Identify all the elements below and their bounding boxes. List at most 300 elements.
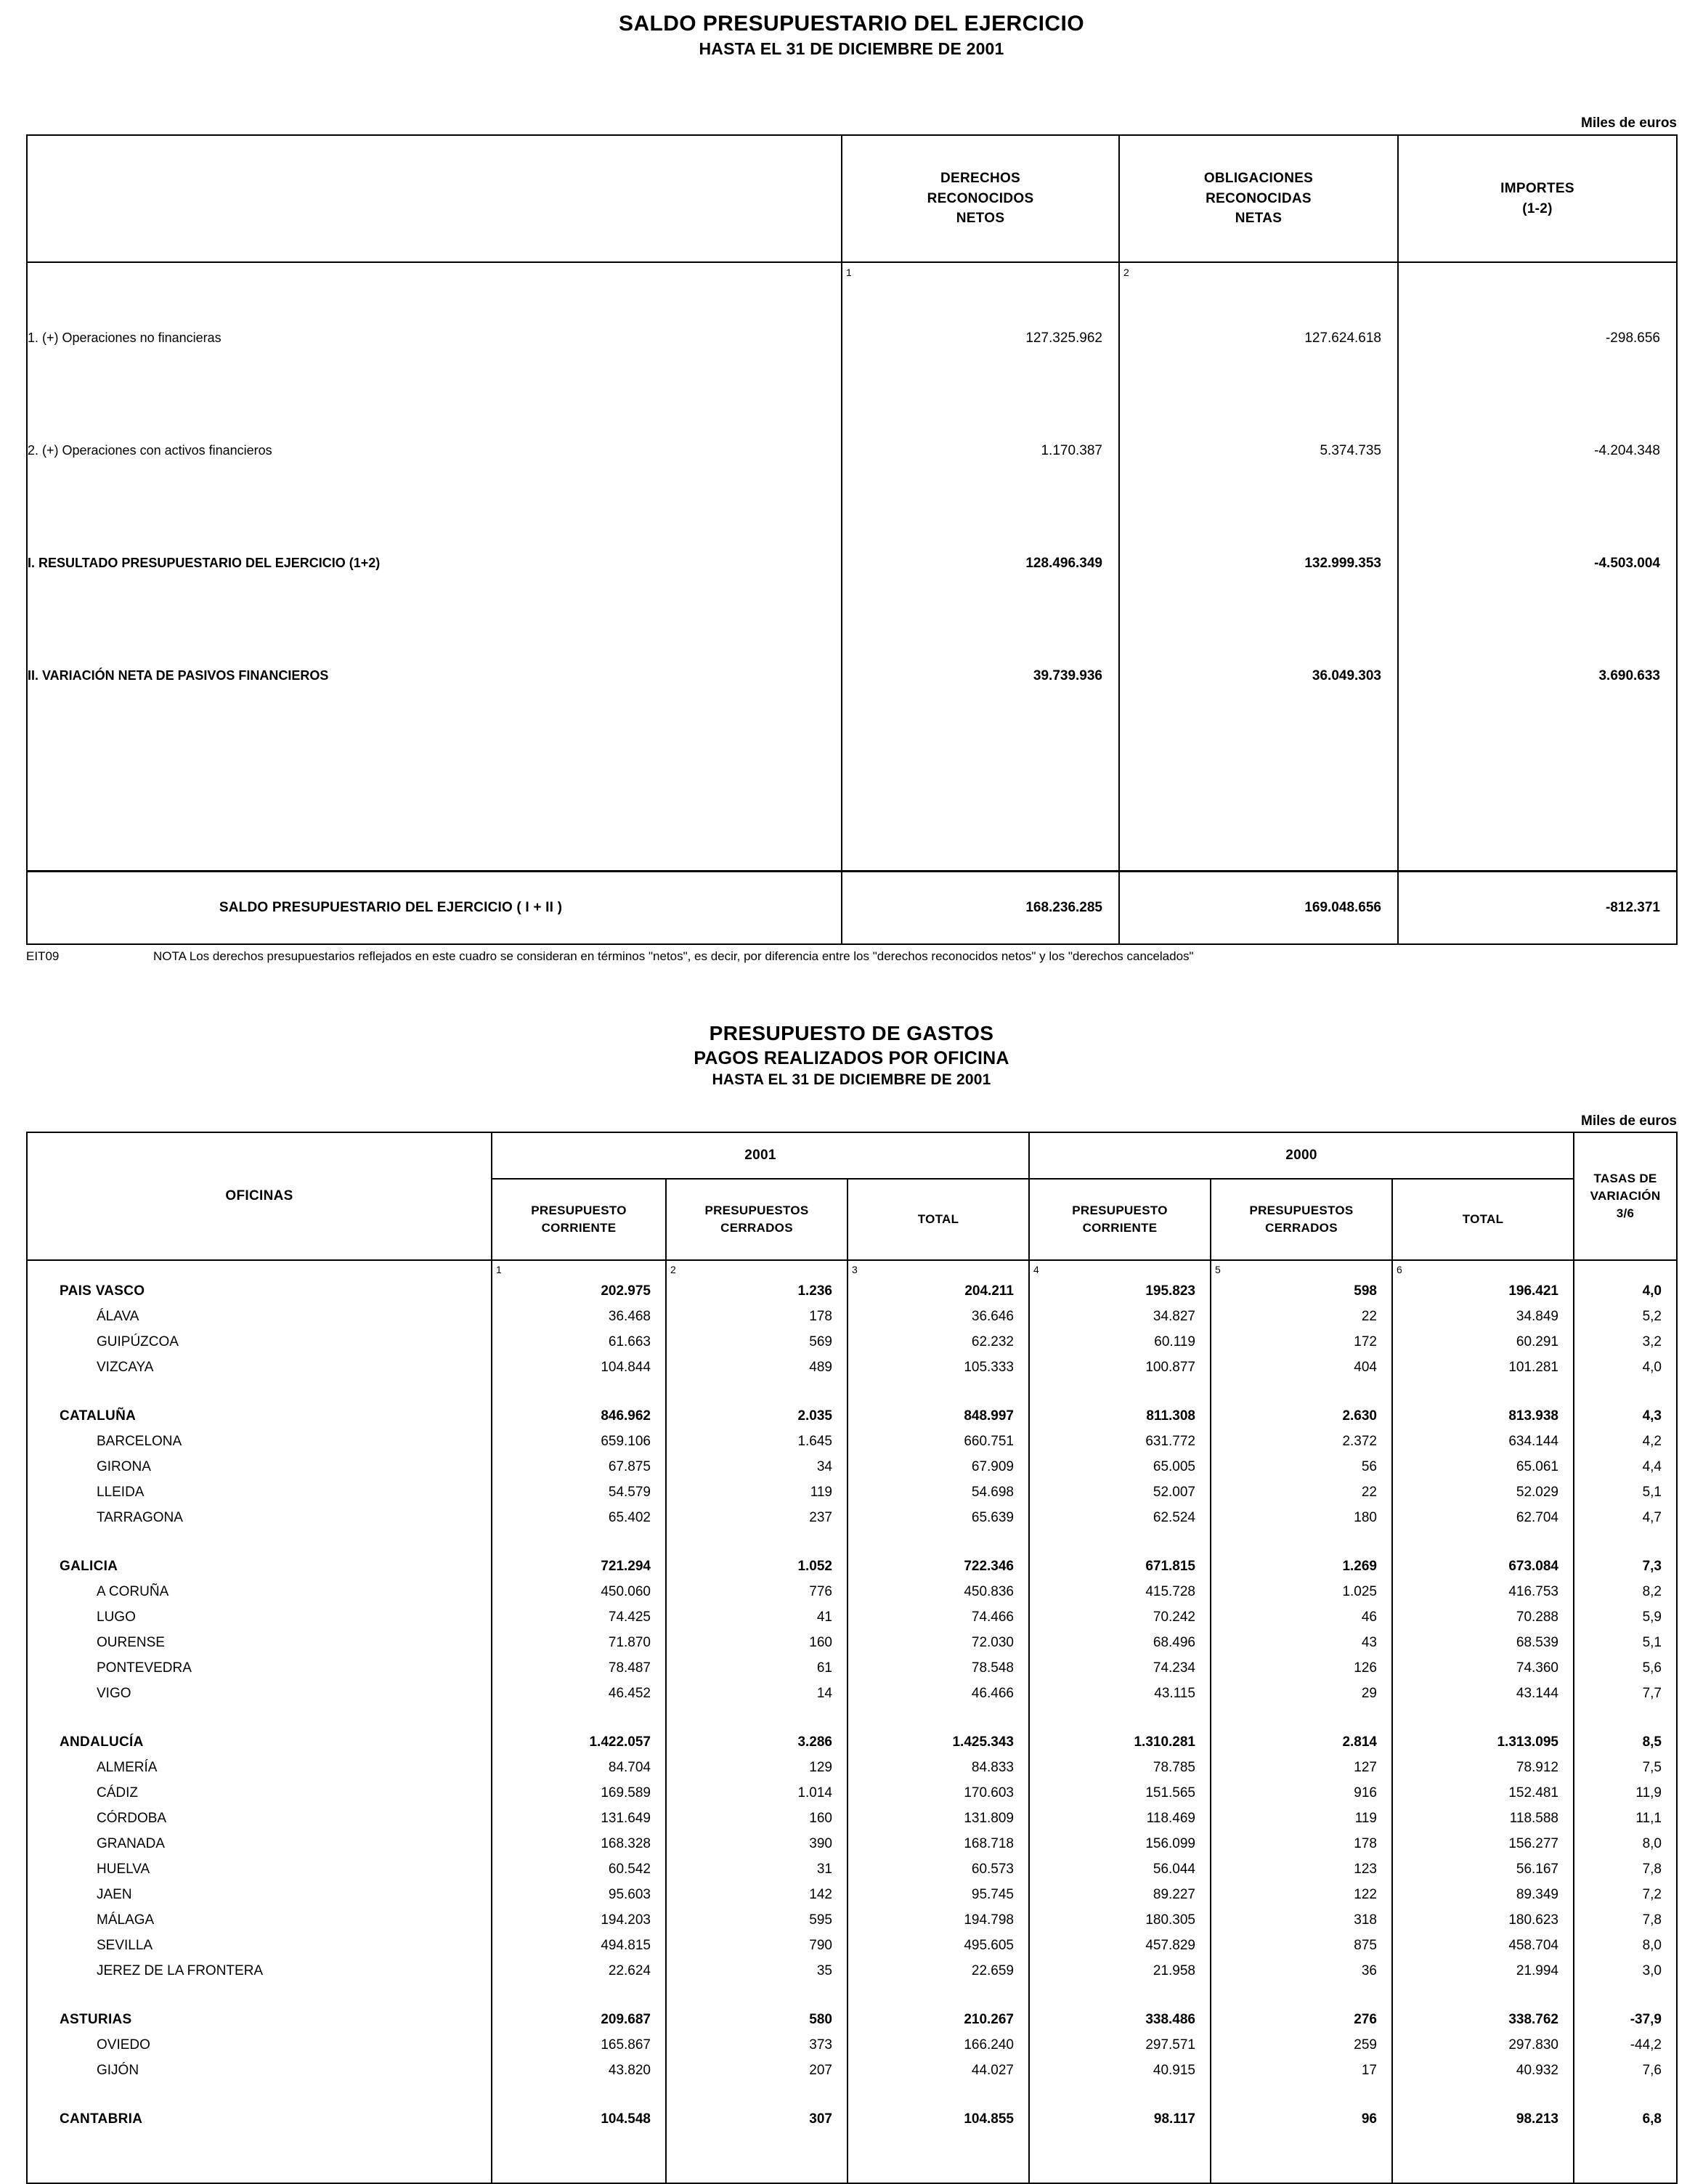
spacer-cell — [27, 1530, 492, 1554]
cell-3: 210.267 — [848, 2007, 1029, 2032]
cell-2: 142 — [666, 1882, 848, 1907]
spacer-cell — [1392, 1530, 1574, 1554]
table-row-office — [27, 1505, 1677, 1530]
cell-3: 65.639 — [848, 1505, 1029, 1530]
table-row-region — [27, 2007, 1677, 2032]
spacer-cell — [1211, 1984, 1392, 2007]
cell-4: 62.524 — [1029, 1505, 1211, 1530]
spacer-cell — [492, 2132, 666, 2183]
office-name: GRANADA — [97, 1835, 165, 1851]
spacer-cell — [848, 1380, 1029, 1403]
cell-5: 180 — [1211, 1505, 1392, 1530]
cell-5: 56 — [1211, 1454, 1392, 1479]
region-name: CANTABRIA — [60, 2111, 143, 2127]
cell-7: 3,2 — [1574, 1329, 1677, 1355]
cell-2: 237 — [666, 1505, 848, 1530]
cell-1: 95.603 — [492, 1882, 666, 1907]
table-row-office — [27, 1604, 1677, 1630]
cell-4: 338.486 — [1029, 2007, 1211, 2032]
table-row-office — [27, 1933, 1677, 1958]
cell-4: 195.823 — [1029, 1278, 1211, 1304]
table-row-office — [27, 1630, 1677, 1655]
office-name: ALMERÍA — [97, 1759, 158, 1775]
table-row-office — [27, 1479, 1677, 1505]
header-line-2: (1-2) — [1522, 200, 1553, 216]
total-value-obligaciones: 169.048.656 — [1119, 872, 1398, 945]
office-name: GIJÓN — [97, 2062, 139, 2078]
cell-6: 74.360 — [1392, 1655, 1574, 1681]
cell-4: 156.099 — [1029, 1831, 1211, 1856]
table1-header-obligaciones — [1119, 135, 1398, 262]
spacer-cell — [492, 1984, 666, 2007]
total-label: SALDO PRESUPUESTARIO DEL EJERCICIO ( I + II ) — [27, 872, 842, 945]
table-row-office — [27, 1655, 1677, 1681]
cell-5: 2.630 — [1211, 1403, 1392, 1429]
cell-6: 40.932 — [1392, 2058, 1574, 2083]
cell-2: 580 — [666, 2007, 848, 2032]
cell-2: 790 — [666, 1933, 848, 1958]
spacer-cell — [666, 1380, 848, 1403]
spacer-cell — [1211, 1706, 1392, 1729]
cell-6: 21.994 — [1392, 1958, 1574, 1984]
colnum-5: 5 — [1211, 1260, 1392, 1278]
cell-7: 7,3 — [1574, 1554, 1677, 1579]
cell-6: 78.912 — [1392, 1755, 1574, 1780]
spacer-cell — [1211, 2132, 1392, 2183]
cell-4: 811.308 — [1029, 1403, 1211, 1429]
cell-3: 204.211 — [848, 1278, 1029, 1304]
office-name: LUGO — [97, 1609, 136, 1625]
spacer-cell — [666, 2083, 848, 2106]
cell-5: 29 — [1211, 1681, 1392, 1706]
report1-units-label: Miles de euros — [1581, 115, 1677, 131]
cell-4: 151.565 — [1029, 1780, 1211, 1806]
cell-2: 1.052 — [666, 1554, 848, 1579]
table-row-office — [27, 1831, 1677, 1856]
cell-2: 61 — [666, 1655, 848, 1681]
cell-3: 44.027 — [848, 2058, 1029, 2083]
cell-7: -44,2 — [1574, 2032, 1677, 2058]
cell-7: 7,8 — [1574, 1907, 1677, 1933]
row-value-obligaciones: 132.999.353 — [1119, 507, 1398, 620]
cell-1: 104.844 — [492, 1355, 666, 1380]
cell-7: 11,9 — [1574, 1780, 1677, 1806]
cell-3: 22.659 — [848, 1958, 1029, 1984]
header-line-1: DERECHOS — [940, 171, 1021, 187]
office-name: GIRONA — [97, 1458, 151, 1474]
spacer-cell — [848, 1984, 1029, 2007]
cell-5: 1.269 — [1211, 1554, 1392, 1579]
row-value-importes: -298.656 — [1398, 282, 1677, 394]
report1-subtitle: HASTA EL 31 DE DICIEMBRE DE 2001 — [699, 39, 1004, 58]
spacer-cell — [27, 2132, 492, 2183]
cell-1: 43.820 — [492, 2058, 666, 2083]
table2-header-tasas — [1574, 1132, 1677, 1260]
table-row-office — [27, 1907, 1677, 1933]
row-value-obligaciones: 5.374.735 — [1119, 394, 1398, 507]
group-spacer — [27, 1984, 1677, 2007]
table2-header-2001: 2001 — [492, 1132, 1029, 1179]
table2-body — [27, 1278, 1677, 2132]
header-line-1: IMPORTES — [1500, 180, 1574, 196]
table-row-office — [27, 1856, 1677, 1882]
cell-2: 569 — [666, 1329, 848, 1355]
office-name: VIZCAYA — [97, 1359, 154, 1375]
office-name: A CORUÑA — [97, 1583, 169, 1599]
cell-2: 1.645 — [666, 1429, 848, 1454]
spacer-cell — [848, 2083, 1029, 2106]
cell-2: 1.236 — [666, 1278, 848, 1304]
cell-5: 46 — [1211, 1604, 1392, 1630]
table2-header-2000-cerrados — [1211, 1179, 1392, 1260]
cell-1: 846.962 — [492, 1403, 666, 1429]
cell-4: 34.827 — [1029, 1304, 1211, 1329]
office-name: LLEIDA — [97, 1484, 145, 1500]
group-spacer — [27, 1530, 1677, 1554]
region-name: GALICIA — [60, 1558, 118, 1574]
cell-7: 5,6 — [1574, 1655, 1677, 1681]
header-line-2: RECONOCIDOS — [927, 190, 1034, 206]
cell-1: 71.870 — [492, 1630, 666, 1655]
cell-4: 180.305 — [1029, 1907, 1211, 1933]
row-label: I. RESULTADO PRESUPUESTARIO DEL EJERCICIO (1+2) — [28, 556, 381, 570]
row-value-importes: -4.204.348 — [1398, 394, 1677, 507]
cell-6: 180.623 — [1392, 1907, 1574, 1933]
cell-1: 209.687 — [492, 2007, 666, 2032]
table1-header-empty — [27, 135, 842, 262]
report2-title-block — [0, 1022, 1703, 1089]
cell-3: 194.798 — [848, 1907, 1029, 1933]
cell-6: 101.281 — [1392, 1355, 1574, 1380]
cell-5: 36 — [1211, 1958, 1392, 1984]
spacer-cell — [666, 2132, 848, 2183]
cell-4: 78.785 — [1029, 1755, 1211, 1780]
spacer-cell — [492, 1530, 666, 1554]
header-line-2: VARIACIÓN — [1590, 1189, 1661, 1203]
cell-1: 46.452 — [492, 1681, 666, 1706]
total-value-importes: -812.371 — [1398, 872, 1677, 945]
table2-header-year-row — [27, 1132, 1677, 1179]
cell-2: 129 — [666, 1755, 848, 1780]
cell-7: 4,0 — [1574, 1278, 1677, 1304]
table2-header-2000-total: TOTAL — [1392, 1179, 1574, 1260]
spacer-cell — [666, 1530, 848, 1554]
cell-4: 297.571 — [1029, 2032, 1211, 2058]
cell-4: 70.242 — [1029, 1604, 1211, 1630]
header-line-2: CERRADOS — [720, 1221, 793, 1235]
cell-5: 22 — [1211, 1479, 1392, 1505]
cell-7: 6,8 — [1574, 2106, 1677, 2132]
header-line-2: CERRADOS — [1265, 1221, 1338, 1235]
cell-2: 1.014 — [666, 1780, 848, 1806]
cell-3: 168.718 — [848, 1831, 1029, 1856]
cell-3: 105.333 — [848, 1355, 1029, 1380]
cell-7: 7,5 — [1574, 1755, 1677, 1780]
cell-4: 457.829 — [1029, 1933, 1211, 1958]
office-name: JEREZ DE LA FRONTERA — [97, 1962, 264, 1978]
spacer-cell — [842, 732, 1119, 872]
colnum-empty — [27, 1260, 492, 1278]
cell-4: 43.115 — [1029, 1681, 1211, 1706]
cell-5: 122 — [1211, 1882, 1392, 1907]
cell-4: 21.958 — [1029, 1958, 1211, 1984]
cell-7: 8,2 — [1574, 1579, 1677, 1604]
cell-7: 7,2 — [1574, 1882, 1677, 1907]
spacer-cell — [1211, 1530, 1392, 1554]
table2-column-number-row — [27, 1260, 1677, 1278]
header-line-2: CORRIENTE — [541, 1221, 617, 1235]
table-row-office — [27, 1329, 1677, 1355]
table-row — [27, 282, 1677, 394]
colnum-4: 4 — [1029, 1260, 1211, 1278]
spacer-cell — [1029, 1530, 1211, 1554]
spacer-cell — [1574, 2083, 1677, 2106]
cell-4: 74.234 — [1029, 1655, 1211, 1681]
office-name: OURENSE — [97, 1634, 165, 1650]
office-name: CÁDIZ — [97, 1785, 138, 1801]
cell-2: 595 — [666, 1907, 848, 1933]
cell-6: 458.704 — [1392, 1933, 1574, 1958]
table-row-office — [27, 1882, 1677, 1907]
spacer-cell — [1574, 1706, 1677, 1729]
cell-4: 89.227 — [1029, 1882, 1211, 1907]
cell-5: 916 — [1211, 1780, 1392, 1806]
region-name: ANDALUCÍA — [60, 1734, 144, 1750]
spacer-cell — [27, 1984, 492, 2007]
cell-6: 338.762 — [1392, 2007, 1574, 2032]
cell-1: 67.875 — [492, 1454, 666, 1479]
cell-2: 34 — [666, 1454, 848, 1479]
table2-header-2000: 2000 — [1029, 1132, 1574, 1179]
cell-1: 65.402 — [492, 1505, 666, 1530]
spacer-cell — [1574, 1984, 1677, 2007]
row-label: II. VARIACIÓN NETA DE PASIVOS FINANCIEROS — [28, 668, 329, 683]
cell-5: 875 — [1211, 1933, 1392, 1958]
cell-2: 307 — [666, 2106, 848, 2132]
cell-5: 126 — [1211, 1655, 1392, 1681]
spacer-cell — [492, 1706, 666, 1729]
table-row-office — [27, 1681, 1677, 1706]
cell-5: 318 — [1211, 1907, 1392, 1933]
table2-bottom-spacer — [27, 2132, 1677, 2183]
report2-title-line2: PAGOS REALIZADOS POR OFICINA — [694, 1048, 1009, 1068]
region-name: PAIS VASCO — [60, 1283, 145, 1299]
cell-5: 404 — [1211, 1355, 1392, 1380]
cell-3: 166.240 — [848, 2032, 1029, 2058]
header-line-3: NETOS — [956, 211, 1005, 227]
cell-3: 60.573 — [848, 1856, 1029, 1882]
cell-7: 8,5 — [1574, 1729, 1677, 1755]
spacer-cell — [1392, 2132, 1574, 2183]
cell-2: 390 — [666, 1831, 848, 1856]
cell-5: 123 — [1211, 1856, 1392, 1882]
colnum-2: 2 — [1119, 262, 1398, 282]
table2-header-2001-corriente — [492, 1179, 666, 1260]
cell-1: 1.422.057 — [492, 1729, 666, 1755]
cell-3: 72.030 — [848, 1630, 1029, 1655]
spacer-cell — [27, 732, 842, 872]
table-row-office — [27, 1454, 1677, 1479]
row-value-obligaciones: 36.049.303 — [1119, 620, 1398, 732]
spacer-cell — [1119, 732, 1398, 872]
row-label: 2. (+) Operaciones con activos financieros — [28, 443, 272, 458]
report1-footer-note: NOTA Los derechos presupuestarios reflejados en este cuadro se consideran en términos "netos", es decir, por diferencia entre los "derechos reconocidos netos" y los "derechos cancelados" — [153, 949, 1194, 963]
table1-header-derechos — [842, 135, 1119, 262]
colnum-empty — [27, 262, 842, 282]
report2-title-line1: PRESUPUESTO DE GASTOS — [709, 1022, 994, 1044]
cell-7: 7,6 — [1574, 2058, 1677, 2083]
cell-3: 450.836 — [848, 1579, 1029, 1604]
header-line-1: PRESUPUESTOS — [1249, 1203, 1354, 1218]
cell-7: 4,2 — [1574, 1429, 1677, 1454]
colnum-7 — [1574, 1260, 1677, 1278]
cell-2: 41 — [666, 1604, 848, 1630]
row-value-obligaciones: 127.624.618 — [1119, 282, 1398, 394]
cell-1: 36.468 — [492, 1304, 666, 1329]
cell-1: 168.328 — [492, 1831, 666, 1856]
cell-1: 78.487 — [492, 1655, 666, 1681]
office-name: CÓRDOBA — [97, 1810, 167, 1826]
colnum-2: 2 — [666, 1260, 848, 1278]
cell-2: 119 — [666, 1479, 848, 1505]
cell-3: 84.833 — [848, 1755, 1029, 1780]
table1-column-number-row — [27, 262, 1677, 282]
table-row-office — [27, 1355, 1677, 1380]
cell-1: 450.060 — [492, 1579, 666, 1604]
cell-6: 152.481 — [1392, 1780, 1574, 1806]
cell-1: 659.106 — [492, 1429, 666, 1454]
table-row-region — [27, 1278, 1677, 1304]
cell-7: 5,2 — [1574, 1304, 1677, 1329]
cell-1: 131.649 — [492, 1806, 666, 1831]
spacer-cell — [666, 1706, 848, 1729]
spacer-cell — [1029, 2132, 1211, 2183]
office-name: OVIEDO — [97, 2037, 150, 2053]
table2-header-2001-cerrados — [666, 1179, 848, 1260]
cell-2: 2.035 — [666, 1403, 848, 1429]
colnum-1: 1 — [492, 1260, 666, 1278]
spacer-cell — [1029, 1706, 1211, 1729]
cell-2: 160 — [666, 1806, 848, 1831]
cell-6: 98.213 — [1392, 2106, 1574, 2132]
cell-7: 5,1 — [1574, 1630, 1677, 1655]
cell-1: 54.579 — [492, 1479, 666, 1505]
cell-4: 671.815 — [1029, 1554, 1211, 1579]
office-name: SEVILLA — [97, 1937, 153, 1953]
cell-5: 172 — [1211, 1329, 1392, 1355]
table-row-region — [27, 2106, 1677, 2132]
report2-subtitle: HASTA EL 31 DE DICIEMBRE DE 2001 — [712, 1071, 991, 1088]
cell-5: 178 — [1211, 1831, 1392, 1856]
office-name: VIGO — [97, 1685, 131, 1701]
spacer-cell — [27, 2083, 492, 2106]
cell-6: 68.539 — [1392, 1630, 1574, 1655]
cell-6: 118.588 — [1392, 1806, 1574, 1831]
table-row-office — [27, 1755, 1677, 1780]
spacer-cell — [1398, 732, 1677, 872]
cell-6: 196.421 — [1392, 1278, 1574, 1304]
spacer-cell — [27, 1380, 492, 1403]
table-row — [27, 394, 1677, 507]
cell-2: 178 — [666, 1304, 848, 1329]
cell-2: 3.286 — [666, 1729, 848, 1755]
cell-4: 56.044 — [1029, 1856, 1211, 1882]
report2-units-label: Miles de euros — [1581, 1113, 1677, 1129]
table2-header-oficinas: OFICINAS — [225, 1188, 293, 1203]
table-row-office — [27, 1579, 1677, 1604]
cell-2: 14 — [666, 1681, 848, 1706]
cell-1: 194.203 — [492, 1907, 666, 1933]
cell-4: 40.915 — [1029, 2058, 1211, 2083]
cell-1: 494.815 — [492, 1933, 666, 1958]
cell-7: 11,1 — [1574, 1806, 1677, 1831]
office-name: GUIPÚZCOA — [97, 1333, 179, 1349]
cell-7: 4,4 — [1574, 1454, 1677, 1479]
spacer-cell — [848, 1706, 1029, 1729]
table-row — [27, 507, 1677, 620]
cell-2: 373 — [666, 2032, 848, 2058]
table-row — [27, 620, 1677, 732]
cell-1: 74.425 — [492, 1604, 666, 1630]
cell-7: 5,9 — [1574, 1604, 1677, 1630]
cell-7: 7,7 — [1574, 1681, 1677, 1706]
cell-3: 62.232 — [848, 1329, 1029, 1355]
header-line-3: 3/6 — [1616, 1206, 1635, 1220]
cell-6: 62.704 — [1392, 1505, 1574, 1530]
cell-3: 848.997 — [848, 1403, 1029, 1429]
colnum-3: 3 — [848, 1260, 1029, 1278]
cell-1: 169.589 — [492, 1780, 666, 1806]
colnum-3 — [1398, 262, 1677, 282]
spacer-cell — [1211, 2083, 1392, 2106]
pagos-por-oficina-table — [26, 1132, 1678, 2184]
cell-4: 1.310.281 — [1029, 1729, 1211, 1755]
office-name: TARRAGONA — [97, 1509, 183, 1525]
cell-7: 7,8 — [1574, 1856, 1677, 1882]
table1-header-row — [27, 135, 1677, 262]
cell-6: 634.144 — [1392, 1429, 1574, 1454]
header-line-1: TASAS DE — [1593, 1172, 1657, 1186]
table-row-region — [27, 1729, 1677, 1755]
cell-6: 34.849 — [1392, 1304, 1574, 1329]
cell-6: 1.313.095 — [1392, 1729, 1574, 1755]
cell-6: 65.061 — [1392, 1454, 1574, 1479]
spacer-cell — [1574, 1530, 1677, 1554]
cell-3: 95.745 — [848, 1882, 1029, 1907]
spacer-cell — [1392, 1984, 1574, 2007]
office-name: MÁLAGA — [97, 1912, 155, 1928]
cell-7: 5,1 — [1574, 1479, 1677, 1505]
spacer-cell — [666, 1984, 848, 2007]
cell-4: 60.119 — [1029, 1329, 1211, 1355]
cell-7: 4,0 — [1574, 1355, 1677, 1380]
cell-5: 1.025 — [1211, 1579, 1392, 1604]
spacer-cell — [1392, 1706, 1574, 1729]
cell-4: 100.877 — [1029, 1355, 1211, 1380]
cell-7: 4,7 — [1574, 1505, 1677, 1530]
table-row-office — [27, 1429, 1677, 1454]
cell-3: 170.603 — [848, 1780, 1029, 1806]
table-row-office — [27, 1806, 1677, 1831]
cell-3: 660.751 — [848, 1429, 1029, 1454]
header-line-1: PRESUPUESTO — [1072, 1203, 1168, 1218]
spacer-cell — [1574, 1380, 1677, 1403]
header-line-2: CORRIENTE — [1082, 1221, 1158, 1235]
header-line-1: PRESUPUESTO — [531, 1203, 627, 1218]
colnum-1: 1 — [842, 262, 1119, 282]
table-row-office — [27, 2058, 1677, 2083]
table-row-region — [27, 1403, 1677, 1429]
